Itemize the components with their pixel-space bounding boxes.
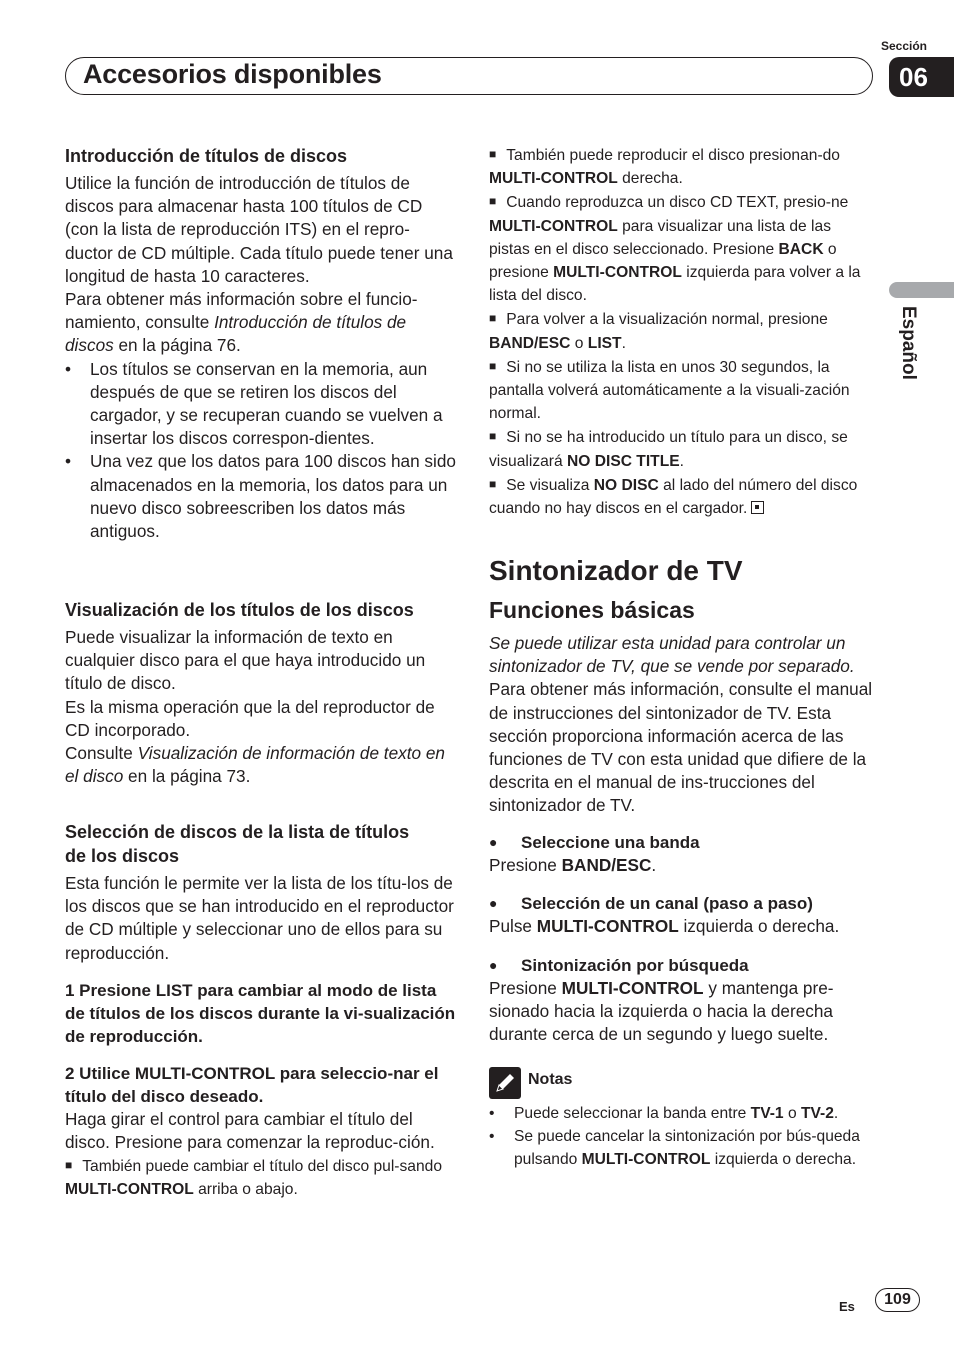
seek-heading: ● Sintonización por búsqueda [489,954,875,977]
footer-language: Es [839,1299,855,1314]
list-item: • Puede seleccionar la banda entre TV-1 o TV-2. [489,1102,875,1125]
tv-intro-italic: Se puede utilizar esta unidad para controlar un sintonizador de TV, que se vende por separado. [489,633,855,677]
note-item: ■ Si no se utiliza la lista en unos 30 segundos, la pantalla volverá automáticamente a la visuali-zación normal. [489,358,850,423]
tv-band [489,831,875,877]
step-2-note: ■ También puede cambiar el título del disco pul-sando MULTI-CONTROL arriba o abajo. [65,1158,442,1199]
tv-seek [489,954,875,1047]
band-text: Presione BAND/ESC. [489,855,657,875]
list-notes [489,143,875,520]
selection-paragraph: Esta función le permite ver la lista de los títu-los de los discos que se han introducido en el reproductor de CD múltiple y seleccionar uno de ellos para su reproducción. [65,873,454,963]
page-number: 109 [875,1288,920,1312]
list-item: • Se puede cancelar la sintonización por bús-queda pulsando MULTI-CONTROL izquierda o derecha. [489,1125,875,1171]
intro-section [65,144,457,543]
note-item: ■ También puede reproducir el disco presionan-do MULTI-CONTROL derecha. [489,147,840,188]
display-reference: Consulte Visualización de información de texto en el disco en la página 73. [65,743,445,787]
note-item: ■ Si no se ha introducido un título para un disco, se visualizará NO DISC TITLE. [489,429,848,470]
notes-label: Notas [528,1071,573,1088]
intro-paragraph: Utilice la función de introducción de títulos de discos para almacenar hasta 100 títulos de CD (con la lista de reproducción ITS) en el repro-ductor de CD múltiple. Cada título puede tener una longitud de hasta 10 caracteres. [65,173,453,286]
step-2-text: Haga girar el control para cambiar el título del disco. Presione para comenzar la reproduc-ción. [65,1108,435,1153]
language-tab-label: Español [898,306,919,380]
list-item: • Los títulos se conservan en la memoria, aun después de que se retiren los discos del cargador, y se recuperan cuando se vuelven a insertar los discos correspon-dientes. [65,358,457,451]
page-title: Accesorios disponibles [83,59,382,89]
display-section [65,598,457,788]
step-1: 1 Presione LIST para cambiar al modo de lista de títulos de los discos durante la vi-sualización de reproducción. [65,980,456,1046]
display-paragraph: Puede visualizar la información de texto en cualquier disco para el que haya introducido un título de disco. [65,627,426,694]
display-heading: Visualización de los títulos de los discos [65,600,414,620]
selection-heading: Selección de discos de la lista de títulos de los discos [65,822,410,866]
note-item: ■ Se visualiza NO DISC al lado del número del disco cuando no hay discos en el cargador. [489,476,858,518]
note-item: ■ Para volver a la visualización normal, presione BAND/ESC o LIST. [489,311,828,352]
step-2: 2 Utilice MULTI-CONTROL para seleccio-nar el título del disco deseado. [65,1063,439,1106]
display-paragraph: Es la misma operación que la del reproductor de CD incorporado. [65,696,435,740]
notes-pencil-icon [489,1067,521,1099]
intro-heading: Introducción de títulos de discos [65,146,348,166]
step-text: Pulse MULTI-CONTROL izquierda o derecha. [489,916,840,936]
note-item: ■ Cuando reproduzca un disco CD TEXT, presio-ne MULTI-CONTROL para visualizar una lista de las pistas en el disco seleccionado. Presione BACK o presione MULTI-CONTROL izquierda para volver a la lista del disco. [489,194,861,305]
end-of-section-icon [751,501,764,514]
step-heading: ● Selección de un canal (paso a paso) [489,892,875,915]
list-item: • Una vez que los datos para 100 discos han sido almacenados en la memoria, los datos para un nuevo disco sobreescriben los datos más antiguos. [65,450,457,543]
band-heading: ● Seleccione una banda [489,831,875,854]
tv-intro-paragraph: Para obtener más información, consulte el manual de instrucciones del sintonizador de TV. Esta sección proporciona información acerca de las funciones de TV con esta unidad que difiere de la descrita en el manual de ins-trucciones del sintonizador de TV. [489,679,873,816]
tv-step [489,892,875,938]
tv-intro [489,632,875,818]
section-label: Sección [880,39,927,53]
tv-notes [489,1102,875,1172]
intro-reference: Para obtener más información sobre el funcio-namiento, consulte Introducción de títulos de discos en la página 76. [65,289,418,356]
language-tab-marker [889,282,954,298]
tv-section-title: Sintonizador de TV [489,555,743,586]
selection-section [65,820,457,1202]
seek-text: Presione MULTI-CONTROL y mantenga pre-sionado hacia la izquierda o hacia la derecha durante cerca de un segundo y luego suelte. [489,978,834,1045]
tv-subtitle: Funciones básicas [489,597,695,623]
section-number-badge: 06 [889,57,954,97]
